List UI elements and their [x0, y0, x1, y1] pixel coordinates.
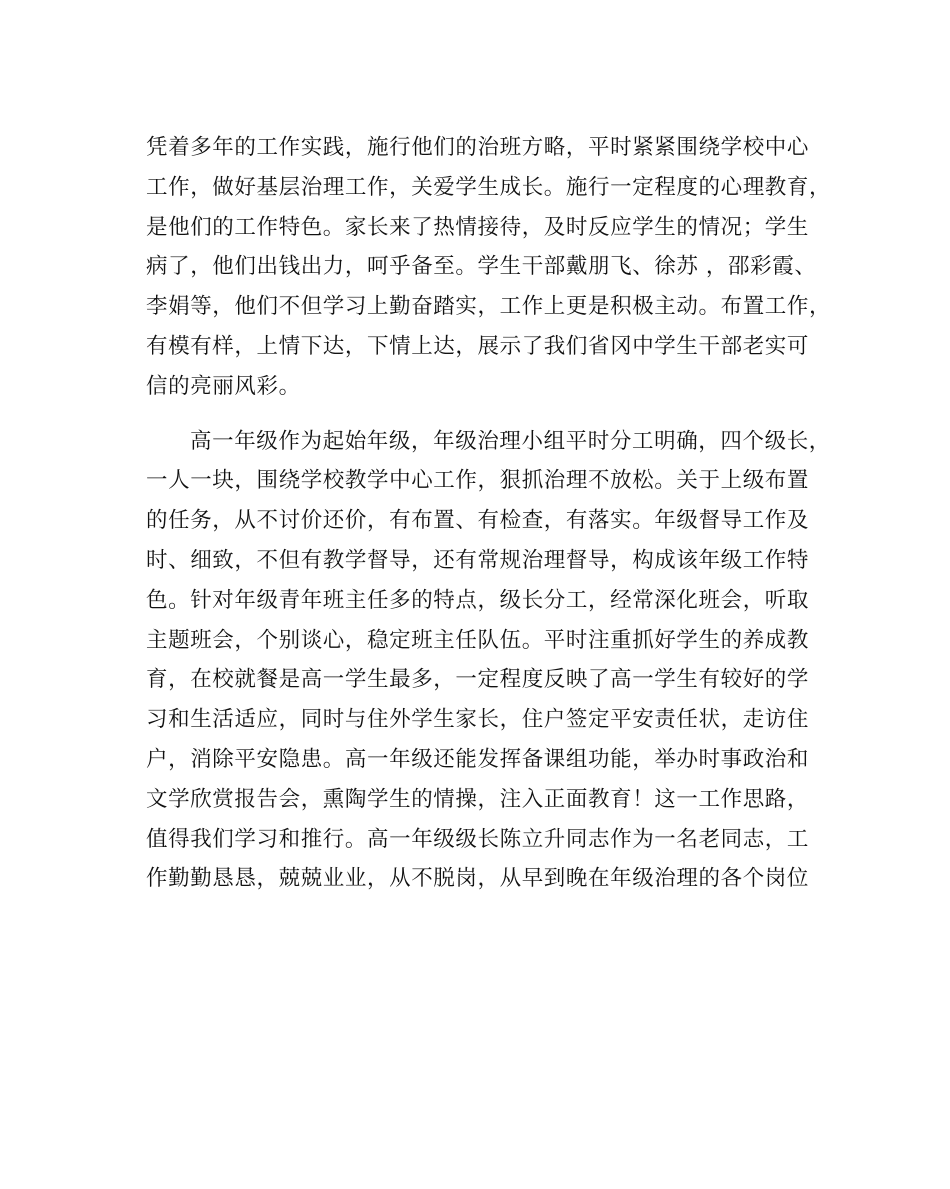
paragraph-line: 色。针对年级青年班主任多的特点，级长分工，经常深化班会，听取 [146, 587, 810, 613]
paragraph-line: 值得我们学习和推行。高一年级级长陈立升同志作为一名老同志，工 [146, 826, 810, 852]
paragraph-line: 李娟等，他们不但学习上勤奋踏实，工作上更是积极主动。布置工作， [146, 294, 832, 320]
paragraph-line: 的任务，从不讨价还价，有布置、有检查，有落实。年级督导工作及 [146, 508, 810, 534]
paragraph-line: 一人一块，围绕学校教学中心工作，狠抓治理不放松。关于上级布置 [146, 468, 810, 494]
paragraph-line: 是他们的工作特色。家长来了热情接待，及时反应学生的情况；学生 [146, 214, 810, 240]
paragraph-line: 文学欣赏报告会，熏陶学生的情操，注入正面教育！这一工作思路， [146, 786, 810, 812]
paragraph-2 [146, 422, 831, 900]
document-body [146, 128, 832, 899]
paragraph-line: 育，在校就餐是高一学生最多，一定程度反映了高一学生有较好的学 [146, 667, 810, 693]
paragraph-line: 户，消除平安隐患。高一年级还能发挥备课组功能，举办时事政治和 [146, 746, 810, 772]
paragraph-line: 时、细致，不但有教学督导，还有常规治理督导，构成该年级工作特 [146, 547, 810, 573]
paragraph-1 [146, 128, 832, 407]
paragraph-line: 习和生活适应，同时与住外学生家长，住户签定平安责任状，走访住 [146, 707, 810, 733]
paragraph-line: 主题班会，个别谈心，稳定班主任队伍。平时注重抓好学生的养成教 [146, 627, 810, 653]
paragraph-line: 高一年级作为起始年级，年级治理小组平时分工明确，四个级长， [190, 428, 831, 454]
paragraph-line: 病了，他们出钱出力，呵乎备至。学生干部戴朋飞、徐苏 ，邵彩霞、 [146, 254, 817, 280]
paragraph-spacer [146, 407, 806, 422]
paragraph-line: 作勤勤恳恳，兢兢业业，从不脱岗，从早到晚在年级治理的各个岗位 [146, 866, 810, 892]
paragraph-line: 有模有样，上情下达，下情上达，展示了我们省冈中学生干部老实可 [146, 333, 810, 359]
paragraph-line: 信的亮丽风彩。 [146, 373, 301, 399]
paragraph-line: 工作，做好基层治理工作，关爱学生成长。施行一定程度的心理教育， [146, 174, 832, 200]
paragraph-line: 凭着多年的工作实践，施行他们的治班方略，平时紧紧围绕学校中心 [146, 135, 810, 160]
